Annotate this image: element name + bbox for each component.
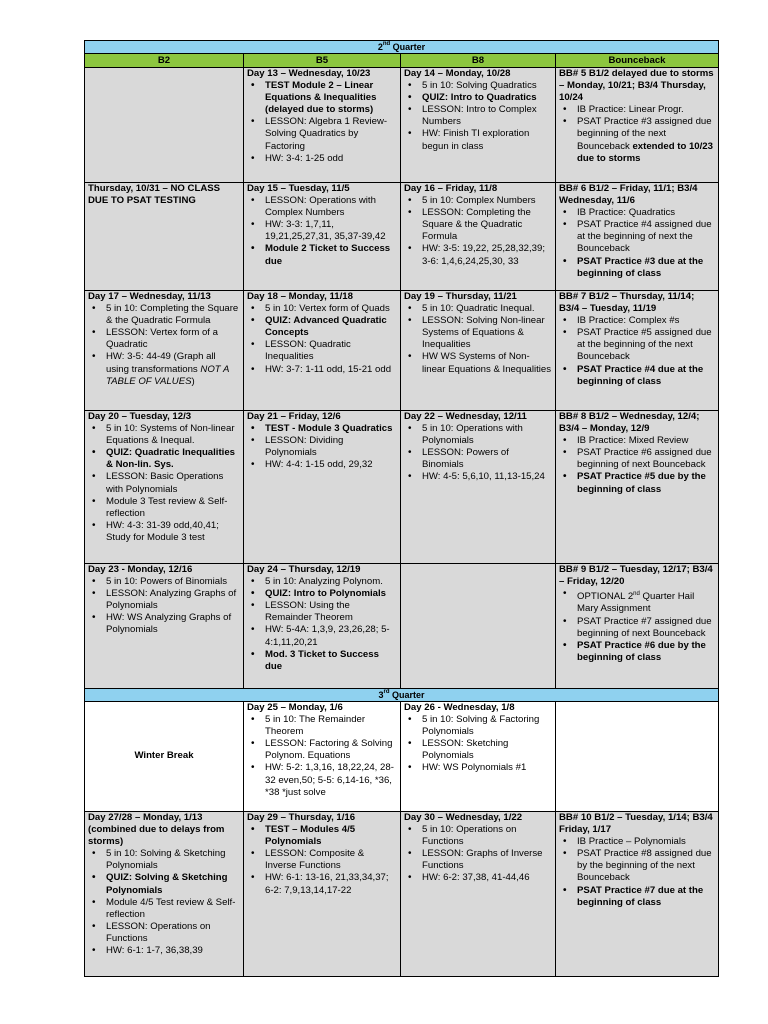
cell-heading: Day 20 – Tuesday, 12/3 — [88, 411, 192, 422]
list-item — [247, 423, 397, 435]
item-text-part: ) — [191, 375, 195, 387]
item-text-part: HW: 3-5: 44-49 (Graph all using transformations — [106, 351, 216, 375]
column-header: B5 — [244, 54, 401, 68]
item-text: 5 in 10: Operations with Polynomials — [422, 423, 523, 447]
item-text: Module 2 Ticket to Success due — [265, 243, 391, 267]
list-item — [88, 921, 240, 945]
item-text: Module 4/5 Test review & Self-reflection — [106, 896, 236, 920]
item-text: PSAT Practice #7 due at the beginning of class — [577, 884, 704, 908]
list-item — [247, 576, 397, 588]
list-item — [404, 848, 552, 872]
item-list — [404, 824, 552, 884]
cell-bb — [556, 812, 719, 977]
list-item — [404, 207, 552, 243]
list-item — [404, 762, 552, 774]
list-item — [247, 600, 397, 624]
item-text: PSAT Practice #3 due at the beginning of class — [577, 255, 704, 279]
item-text: HW: 5-2: 1,3,16, 18,22,24, 28-32 even,50; 5-5: 6,14-16, *36, *38 *just solve — [265, 762, 394, 798]
list-item — [247, 195, 397, 219]
cell-heading: BB# 10 B1/2 – Tuesday, 1/14; B3/4 Friday, 1/17 — [559, 812, 713, 836]
item-text: 5 in 10: Complex Numbers — [422, 195, 536, 207]
item-text: HW: 3-5: 19,22, 25,28,32,39; 3-6: 1,4,6,24,25,30, 33 — [422, 243, 546, 267]
cell-b2 — [85, 812, 244, 977]
item-text: LESSON: Operations with Complex Numbers — [265, 195, 376, 219]
cell-heading: BB# 7 B1/2 – Thursday, 11/14; B3/4 – Tuesday, 11/19 — [559, 291, 695, 315]
list-item — [404, 824, 552, 848]
item-text: Module 3 Test review & Self-reflection — [106, 495, 228, 519]
schedule-row — [85, 812, 719, 977]
cell-bb — [556, 183, 719, 291]
item-list — [559, 588, 715, 664]
cell-heading: Day 24 – Thursday, 12/19 — [247, 564, 361, 575]
cell-heading: Day 16 – Friday, 11/8 — [404, 183, 498, 194]
cell-bb — [556, 702, 719, 812]
quarter-2-header: 2nd Quarter — [85, 41, 719, 54]
cell-heading: Day 25 – Monday, 1/6 — [247, 702, 343, 713]
item-text-part: PSAT Practice #3 assigned due beginning of the next Bounceback — [577, 116, 712, 152]
item-text: QUIZ: Intro to Polynomials — [265, 588, 386, 600]
list-item — [404, 243, 552, 267]
item-list — [247, 824, 397, 897]
list-item — [247, 738, 397, 762]
cell-b2 — [85, 564, 244, 689]
cell-heading: BB# 8 B1/2 – Wednesday, 12/4; B3/4 – Monday, 12/9 — [559, 411, 700, 435]
list-item — [247, 624, 397, 648]
item-list — [247, 714, 397, 799]
schedule-table — [84, 40, 719, 977]
list-item — [88, 872, 240, 896]
cell-b5 — [244, 68, 401, 183]
item-text: LESSON: Basic Operations with Polynomials — [106, 471, 224, 495]
schedule-row — [85, 291, 719, 411]
cell-bb — [556, 68, 719, 183]
list-item — [559, 315, 715, 327]
item-text: TEST - Module 3 Quadratics — [265, 423, 393, 435]
list-item — [247, 80, 397, 116]
item-text: PSAT Practice #6 due by the beginning of class — [577, 639, 706, 663]
item-text: HW: WS Polynomials #1 — [422, 762, 527, 774]
list-item — [247, 435, 397, 459]
list-item — [559, 588, 715, 615]
list-item — [404, 92, 552, 104]
cell-bb — [556, 291, 719, 411]
item-text: 5 in 10: Vertex form of Quads — [265, 303, 390, 315]
list-item — [247, 588, 397, 600]
list-item — [88, 471, 240, 495]
item-list — [559, 435, 715, 495]
item-list — [559, 315, 715, 388]
list-item — [404, 714, 552, 738]
list-item — [559, 207, 715, 219]
list-item — [404, 471, 552, 483]
cell-b8 — [401, 291, 556, 411]
item-text: LESSON: Quadratic Inequalities — [265, 339, 351, 363]
item-text: PSAT Practice #4 due at the beginning of class — [577, 363, 704, 387]
list-item — [247, 872, 397, 896]
cell-b5 — [244, 812, 401, 977]
cell-heading: BB# 6 B1/2 – Friday, 11/1; B3/4 Wednesday, 11/6 — [559, 183, 698, 207]
cell-b5 — [244, 411, 401, 564]
item-text: PSAT Practice #8 assigned due by the beginning of the next Bounceback — [577, 848, 712, 884]
item-text: IB Practice: Complex #s — [577, 315, 680, 327]
item-list — [559, 836, 715, 909]
item-list — [247, 195, 397, 268]
item-list — [404, 195, 552, 268]
list-item — [404, 195, 552, 207]
item-text: IB Practice – Polynomials — [577, 836, 686, 848]
list-item — [247, 649, 397, 673]
list-item — [559, 116, 715, 164]
item-text: 5 in 10: Completing the Square & the Quadratic Formula — [106, 303, 239, 327]
item-text: IB Practice: Mixed Review — [577, 435, 689, 447]
item-text: HW: 4-3: 31-39 odd,40,41; Study for Module 3 test — [106, 519, 219, 543]
cell-b8 — [401, 183, 556, 291]
item-text: TEST Module 2 – Linear Equations & Inequalities (delayed due to storms) — [265, 80, 377, 116]
item-text: LESSON: Algebra 1 Review- Solving Quadratics by Factoring — [265, 116, 388, 152]
item-text: 5 in 10: Analyzing Polynom. — [265, 576, 383, 588]
list-item — [88, 447, 240, 471]
list-item — [247, 848, 397, 872]
cell-b5 — [244, 291, 401, 411]
winter-break-cell: Winter Break — [85, 702, 244, 812]
cell-heading: Day 26 - Wednesday, 1/8 — [404, 702, 515, 713]
list-item — [88, 612, 240, 636]
item-list — [88, 423, 240, 544]
list-item — [247, 339, 397, 363]
item-text: PSAT Practice #5 due by the beginning of class — [577, 471, 706, 495]
item-text: HW: 3-7: 1-11 odd, 15-21 odd — [265, 363, 392, 375]
cell-bb — [556, 411, 719, 564]
item-list — [247, 423, 397, 471]
item-list — [559, 104, 715, 164]
list-item — [247, 364, 397, 376]
item-list — [247, 576, 397, 673]
item-list — [88, 303, 240, 388]
list-item — [247, 315, 397, 339]
list-item — [404, 80, 552, 92]
list-item — [559, 640, 715, 664]
cell-b2 — [85, 68, 244, 183]
cell-b8 — [401, 68, 556, 183]
item-list — [88, 848, 240, 957]
list-item — [88, 945, 240, 957]
cell-heading: Day 15 – Tuesday, 11/5 — [247, 183, 350, 194]
schedule-row — [85, 183, 719, 291]
cell-b5 — [244, 183, 401, 291]
item-text: HW: 6-1: 13-16, 21,33,34,37; 6-2: 7,9,13,14,17-22 — [265, 872, 389, 896]
item-text: 5 in 10: Powers of Binomials — [106, 576, 228, 588]
item-text-part: NOT A TABLE OF VALUES — [106, 363, 229, 387]
cell-b2 — [85, 183, 244, 291]
item-text: QUIZ: Quadratic Inequalities & Non-lin. Sys. — [106, 447, 236, 471]
list-item — [559, 256, 715, 280]
list-item — [559, 435, 715, 447]
cell-heading: Day 17 – Wednesday, 11/13 — [88, 291, 211, 302]
item-list — [404, 303, 552, 376]
item-list — [404, 423, 552, 483]
item-text: HW: Finish TI exploration begun in class — [422, 128, 530, 152]
item-text: LESSON: Using the Remainder Theorem — [265, 600, 353, 624]
list-item — [247, 243, 397, 267]
cell-b8 — [401, 411, 556, 564]
item-text: PSAT Practice #4 assigned due at the beginning of next the Bounceback — [577, 219, 712, 255]
cell-b5 — [244, 564, 401, 689]
cell-heading: Day 29 – Thursday, 1/16 — [247, 812, 356, 823]
item-text: LESSON: Vertex form of a Quadratic — [106, 327, 218, 351]
list-item — [404, 128, 552, 152]
item-text: HW WS Systems of Non-linear Equations & Inequalities — [422, 351, 552, 375]
item-text: HW: WS Analyzing Graphs of Polynomials — [106, 612, 232, 636]
cell-heading: Day 27/28 – Monday, 1/13 (combined due to delays from storms) — [88, 812, 225, 848]
item-text: HW: 4-4: 1-15 odd, 29,32 — [265, 459, 373, 471]
item-text: LESSON: Completing the Square & the Quadratic Formula — [422, 207, 531, 243]
item-text: 5 in 10: Quadratic Inequal. — [422, 303, 535, 315]
item-text: IB Practice: Quadratics — [577, 207, 676, 219]
item-text: 5 in 10: Solving & Factoring Polynomials — [422, 714, 540, 738]
item-text: LESSON: Solving Non-linear Systems of Equations & Inequalities — [422, 315, 545, 351]
cell-b8 — [401, 812, 556, 977]
item-text: LESSON: Operations on Functions — [106, 920, 211, 944]
schedule-row — [85, 564, 719, 689]
cell-heading: Thursday, 10/31 – NO CLASS DUE TO PSAT TESTING — [88, 183, 221, 207]
cell-heading: Day 13 – Wednesday, 10/23 — [247, 68, 371, 79]
list-item — [247, 303, 397, 315]
list-item — [404, 351, 552, 375]
item-text: HW: 4-5: 5,6,10, 11,13-15,24 — [422, 471, 545, 483]
item-text: 5 in 10: Operations on Functions — [422, 824, 517, 848]
list-item — [559, 327, 715, 363]
list-item — [559, 219, 715, 255]
list-item — [559, 104, 715, 116]
list-item — [88, 588, 240, 612]
item-text: QUIZ: Intro to Quadratics — [422, 92, 537, 104]
cell-b2 — [85, 291, 244, 411]
column-header: Bounceback — [556, 54, 719, 68]
quarter-2-header-row — [85, 41, 719, 54]
list-item — [559, 616, 715, 640]
list-item — [404, 872, 552, 884]
cell-heading: Day 22 – Wednesday, 12/11 — [404, 411, 527, 422]
item-text: LESSON: Factoring & Solving Polynom. Equations — [265, 738, 393, 762]
cell-heading: BB# 5 B1/2 delayed due to storms – Monday, 10/21; B3/4 Thursday, 10/24 — [559, 68, 714, 104]
item-text: HW: 5-4A: 1,3,9, 23,26,28; 5-4:1,11,20,21 — [265, 624, 390, 648]
quarter-3-header: 3rd Quarter — [85, 689, 719, 702]
list-item — [404, 738, 552, 762]
cell-bb — [556, 564, 719, 689]
cell-heading: Day 21 – Friday, 12/6 — [247, 411, 341, 422]
item-list — [404, 714, 552, 774]
cell-heading: Day 30 – Wednesday, 1/22 — [404, 812, 523, 823]
list-item — [88, 576, 240, 588]
item-text: 5 in 10: Solving Quadratics — [422, 80, 537, 92]
column-header: B2 — [85, 54, 244, 68]
list-item — [404, 447, 552, 471]
cell-heading: Day 18 – Monday, 11/18 — [247, 291, 353, 302]
cell-heading: Day 19 – Thursday, 11/21 — [404, 291, 517, 302]
cell-b8 — [401, 564, 556, 689]
list-item — [247, 762, 397, 798]
list-item — [404, 104, 552, 128]
list-item — [247, 824, 397, 848]
item-text: Mod. 3 Ticket to Success due — [265, 648, 379, 672]
schedule-row — [85, 702, 719, 812]
list-item — [404, 303, 552, 315]
list-item — [404, 423, 552, 447]
list-item — [559, 836, 715, 848]
item-text: IB Practice: Linear Progr. — [577, 104, 684, 116]
list-item — [559, 885, 715, 909]
cell-heading: Day 23 - Monday, 12/16 — [88, 564, 193, 575]
list-item — [247, 714, 397, 738]
list-item — [88, 303, 240, 327]
cell-b8 — [401, 702, 556, 812]
list-item — [88, 351, 240, 387]
item-text: QUIZ: Advanced Quadratic Concepts — [265, 315, 387, 339]
column-header-row — [85, 54, 719, 68]
item-text-part: extended to 10/23 due to storms — [577, 140, 713, 164]
quarter-3-header-row — [85, 689, 719, 702]
item-list — [559, 207, 715, 280]
list-item — [88, 848, 240, 872]
cell-heading: Day 14 – Monday, 10/28 — [404, 68, 511, 79]
list-item — [247, 219, 397, 243]
list-item — [88, 520, 240, 544]
cell-b2 — [85, 411, 244, 564]
item-text: HW: 6-2: 37,38, 41-44,46 — [422, 872, 530, 884]
item-text: LESSON: Sketching Polynomials — [422, 738, 509, 762]
list-item — [88, 496, 240, 520]
item-text: HW: 3-4: 1-25 odd — [265, 152, 344, 164]
list-item — [404, 315, 552, 351]
list-item — [88, 897, 240, 921]
item-list — [247, 80, 397, 165]
item-text: 5 in 10: Systems of Non-linear Equations & Inequal. — [106, 423, 235, 447]
list-item — [88, 423, 240, 447]
schedule-row — [85, 411, 719, 564]
column-header: B8 — [401, 54, 556, 68]
item-text: HW: 6-1: 1-7, 36,38,39 — [106, 945, 203, 957]
list-item — [247, 116, 397, 152]
list-item — [559, 848, 715, 884]
item-text: PSAT Practice #5 assigned due at the beginning of the next Bounceback — [577, 327, 712, 363]
cell-heading: BB# 9 B1/2 – Tuesday, 12/17; B3/4 – Friday, 12/20 — [559, 564, 713, 588]
item-text: LESSON: Powers of Binomials — [422, 447, 509, 471]
item-text: 5 in 10: Solving & Sketching Polynomials — [106, 848, 226, 872]
item-text: TEST – Modules 4/5 Polynomials — [265, 824, 356, 848]
list-item — [247, 459, 397, 471]
item-text: LESSON: Analyzing Graphs of Polynomials — [106, 588, 237, 612]
item-list — [404, 80, 552, 153]
list-item — [247, 153, 397, 165]
item-text: LESSON: Dividing Polynomials — [265, 435, 344, 459]
list-item — [559, 471, 715, 495]
list-item — [559, 364, 715, 388]
item-text: QUIZ: Solving & Sketching Polynomials — [106, 872, 228, 896]
item-text: PSAT Practice #6 assigned due beginning of next Bounceback — [577, 447, 712, 471]
list-item — [559, 447, 715, 471]
item-text: PSAT Practice #7 assigned due beginning of next Bounceback — [577, 615, 712, 639]
schedule-row — [85, 68, 719, 183]
list-item — [88, 327, 240, 351]
item-text: OPTIONAL 2nd Quarter Hail Mary Assignment — [577, 591, 695, 615]
item-text: LESSON: Graphs of Inverse Functions — [422, 848, 543, 872]
item-list — [247, 303, 397, 376]
cell-b5 — [244, 702, 401, 812]
item-list — [88, 576, 240, 636]
item-text: 5 in 10: The Remainder Theorem — [265, 714, 366, 738]
item-text: LESSON: Intro to Complex Numbers — [422, 104, 537, 128]
item-text: HW: 3-3: 1,7,11, 19,21,25,27,31, 35,37-39,42 — [265, 219, 386, 243]
item-text: LESSON: Composite & Inverse Functions — [265, 848, 365, 872]
